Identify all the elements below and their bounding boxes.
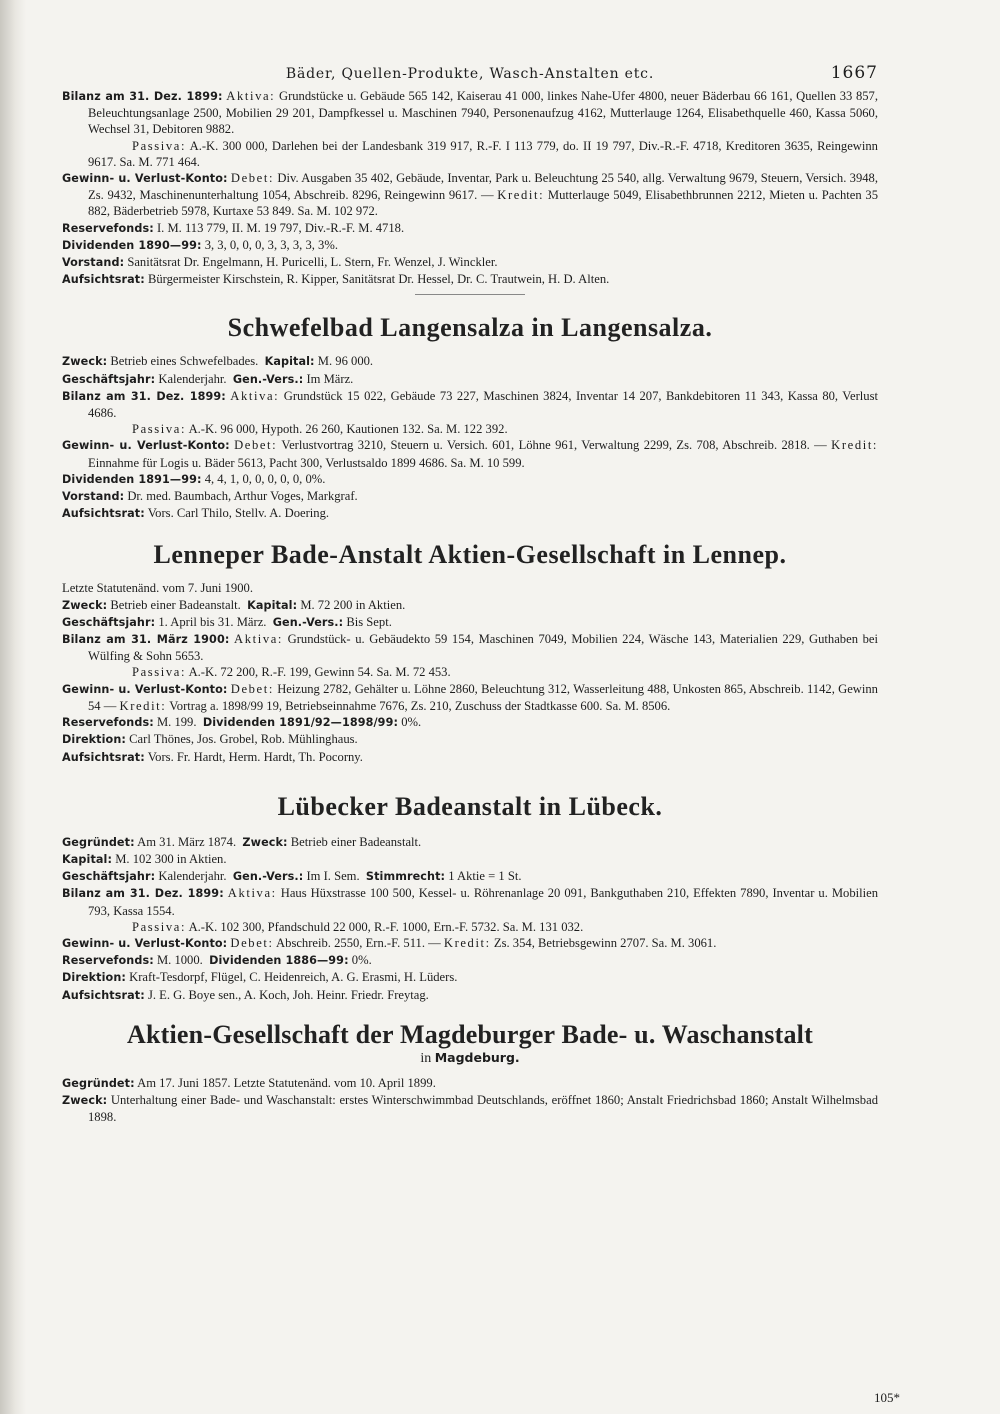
reserve-dividenden-entry: Reservefonds: M. 1000. Dividenden 1886—99: 0%. bbox=[62, 953, 372, 968]
geschaeftsjahr-entry: Geschäftsjahr: Kalenderjahr. Gen.-Vers.: Im März. bbox=[62, 371, 354, 386]
aufsichtsrat-entry: Aufsichtsrat: J. E. G. Boye sen., A. Koch, Joh. Heinr. Friedr. Freytag. bbox=[62, 987, 429, 1002]
statut-entry: Letzte Statutenänd. vom 7. Juni 1900. bbox=[62, 581, 253, 596]
company-title-magdeburger: Aktien-Gesellschaft der Magdeburger Bade- u. Waschanstalt bbox=[127, 1019, 813, 1049]
bilanz-entry: Bilanz am 31. März 1900: Aktiva: Grundstück- u. Gebäudekto 59 154, Maschinen 7049, Mobilien 224, Wäsche 143, Materialien 229, Guthaben bei Wülfing & Sohn 5653. bbox=[62, 632, 878, 664]
aufsichtsrat-entry: Aufsichtsrat: Bürgermeister Kirschstein, R. Kipper, Sanitätsrat Dr. Hessel, Dr. C. Trautwein, H. D. Alten. bbox=[62, 272, 610, 287]
section-schwefelbad bbox=[62, 353, 878, 522]
page-edge-shadow bbox=[0, 0, 26, 1414]
gewinn-verlust-entry: Gewinn- u. Verlust-Konto: Debet: Verlustvortrag 3210, Steuern u. Versich. 601, Löhne 961, Verwaltung 2299, Zs. 708, Abschreib. 2818. — Kredit: Einnahme für Logis u. Bäder 5613, Pacht 300, Verlustsaldo 1899 4686. Sa. M. 10 599. bbox=[62, 438, 879, 470]
kapital-entry: Kapital: M. 102 300 in Aktien. bbox=[62, 851, 227, 866]
bilanz-entry: Bilanz am 31. Dez. 1899: Aktiva: Haus Hüxstrasse 100 500, Kessel- u. Röhrenanlage 20 091, Bankguthaben 210, Effekten 7890, Inventar u. Mobilien 793, Kassa 1554. bbox=[62, 886, 878, 918]
section-continuation bbox=[62, 88, 878, 288]
geschaeftsjahr-entry: Geschäftsjahr: Kalenderjahr. Gen.-Vers.: Im I. Sem. Stimmrecht: 1 Aktie = 1 St. bbox=[62, 869, 522, 884]
running-head bbox=[62, 60, 878, 88]
printer-signature: 105* bbox=[874, 1390, 900, 1405]
separator-rule bbox=[415, 294, 525, 295]
company-title-schwefelbad: Schwefelbad Langensalza in Langensalza. bbox=[227, 313, 713, 343]
bilanz-entry: Bilanz am 31. Dez. 1899: Aktiva: Grundstücke u. Gebäude 565 142, Kaiserau 41 000, linkes Nahe-Ufer 4800, neuer Bäderbau 66 161, Quellen 33 857, Beleuchtungsanlage 2500, Mobilien 29 201, Dampfkessel u. Maschinen 7940, Personenaufzug 4162, Mutterlauge 1264, Elisabethquelle 460, Kassa 5060, Wechsel 31, Debitoren 9882. bbox=[62, 89, 878, 137]
dividenden-entry: Dividenden 1891—99: 4, 4, 1, 0, 0, 0, 0, 0, 0%. bbox=[62, 471, 326, 486]
document-page bbox=[62, 60, 878, 1125]
gewinn-verlust-entry: Gewinn- u. Verlust-Konto: Debet: Abschreib. 2550, Ern.-F. 511. — Kredit: Zs. 354, Betriebsgewinn 2707. Sa. M. 3061. bbox=[62, 935, 717, 950]
section-magdeburger bbox=[62, 1075, 878, 1126]
reservefonds-entry: Reservefonds: I. M. 113 779, II. M. 19 797, Div.-R.-F. M. 4718. bbox=[62, 220, 405, 235]
page-number: 1667 bbox=[830, 63, 878, 83]
aufsichtsrat-entry: Aufsichtsrat: Vors. Fr. Hardt, Herm. Hardt, Th. Pocorny. bbox=[62, 749, 363, 764]
gewinn-verlust-entry: Gewinn- u. Verlust-Konto: Debet: Heizung 2782, Gehälter u. Löhne 2860, Beleuchtung 312, Wasserleitung 488, Unkosten 865, Abschreib. 1142, Gewinn 54 — Kredit: Vortrag a. 1898/99 19, Betriebseinnahme 7676, Zs. 210, Zuschuss der Stadtkasse 600. Sa. M. 8506. bbox=[62, 681, 878, 713]
bilanz-entry: Bilanz am 31. Dez. 1899: Aktiva: Grundstück 15 022, Gebäude 73 227, Maschinen 3824, Inventar 14 207, Bankdebitoren 11 343, Kassa 80, Verlust 4686. bbox=[62, 388, 878, 421]
gegruendet-entry: Gegründet: Am 17. Juni 1857. Letzte Statutenänd. vom 10. April 1899. bbox=[62, 1075, 436, 1090]
running-head-title: Bäder, Quellen-Produkte, Wasch-Anstalten etc. bbox=[285, 66, 655, 82]
gegruendet-zweck-entry: Gegründet: Am 31. März 1874. Zweck: Betrieb einer Badeanstalt. bbox=[62, 834, 422, 849]
vorstand-entry: Vorstand: Sanitätsrat Dr. Engelmann, H. Puricelli, L. Stern, Fr. Wenzel, J. Winckler. bbox=[62, 255, 498, 270]
direktion-entry: Direktion: Kraft-Tesdorpf, Flügel, C. Heidenreich, A. G. Erasmi, H. Lüders. bbox=[62, 970, 458, 985]
section-luebecker bbox=[62, 834, 878, 1004]
section-lenneper bbox=[62, 580, 878, 765]
zweck-kapital-entry: Zweck: Betrieb eines Schwefelbades. Kapital: M. 96 000. bbox=[62, 354, 374, 369]
zweck-kapital-entry: Zweck: Betrieb einer Badeanstalt. Kapital: M. 72 200 in Aktien. bbox=[62, 597, 406, 612]
gewinn-verlust-entry: Gewinn- u. Verlust-Konto: Debet: Div. Ausgaben 35 402, Gebäude, Inventar, Park u. Beleuchtung 25 540, allg. Verwaltung 9679, Steuern, Versich. 3948, Zs. 9432, Maschinenunterhaltung 1054, Abschreib. 8296, Reingewinn 9617. — Kredit: Mutterlauge 5049, Elisabethbrunnen 2212, Mieten u. Pachten 35 882, Bäderbetrieb 5978, Kurtaxe 53 849. Sa. M. 102 972. bbox=[62, 171, 879, 219]
passiva-entry: Passiva: A.-K. 300 000, Darlehen bei der Landesbank 319 917, R.-F. I 113 779, do. II 19 797, Div.-R.-F. 4718, Kreditoren 3635, Reingewinn 9617. Sa. M. 771 464. bbox=[88, 138, 878, 169]
reserve-dividenden-entry: Reservefonds: M. 199. Dividenden 1891/92—1898/99: 0%. bbox=[62, 715, 422, 730]
company-subtitle-magdeburger: in Magdeburg. bbox=[420, 1049, 520, 1066]
company-title-lenneper: Lenneper Bade-Anstalt Aktien-Gesellschaft in Lennep. bbox=[153, 540, 787, 570]
passiva-entry: Passiva: A.-K. 102 300, Pfandschuld 22 000, R.-F. 1000, Ern.-F. 5732. Sa. M. 131 032. bbox=[132, 919, 584, 934]
passiva-entry: Passiva: A.-K. 96 000, Hypoth. 26 260, Kautionen 132. Sa. M. 122 392. bbox=[132, 422, 508, 437]
aufsichtsrat-entry: Aufsichtsrat: Vors. Carl Thilo, Stellv. A. Doering. bbox=[62, 506, 330, 521]
company-title-luebecker: Lübecker Badeanstalt in Lübeck. bbox=[277, 791, 663, 821]
geschaeftsjahr-entry: Geschäftsjahr: 1. April bis 31. März. Gen.-Vers.: Bis Sept. bbox=[62, 614, 392, 629]
dividenden-entry: Dividenden 1890—99: 3, 3, 0, 0, 0, 3, 3, 3, 3, 3%. bbox=[62, 237, 338, 252]
zweck-entry: Zweck: Unterhaltung einer Bade- und Waschanstalt: erstes Winterschwimmbad Deutschlands, eröffnet 1860; Anstalt Friedrichsbad 1860; Anstalt Wilhelmsbad 1898. bbox=[62, 1092, 878, 1125]
vorstand-entry: Vorstand: Dr. med. Baumbach, Arthur Voges, Markgraf. bbox=[62, 489, 358, 504]
passiva-entry: Passiva: A.-K. 72 200, R.-F. 199, Gewinn 54. Sa. M. 72 453. bbox=[132, 665, 451, 680]
direktion-entry: Direktion: Carl Thönes, Jos. Grobel, Rob. Mühlinghaus. bbox=[62, 732, 358, 747]
